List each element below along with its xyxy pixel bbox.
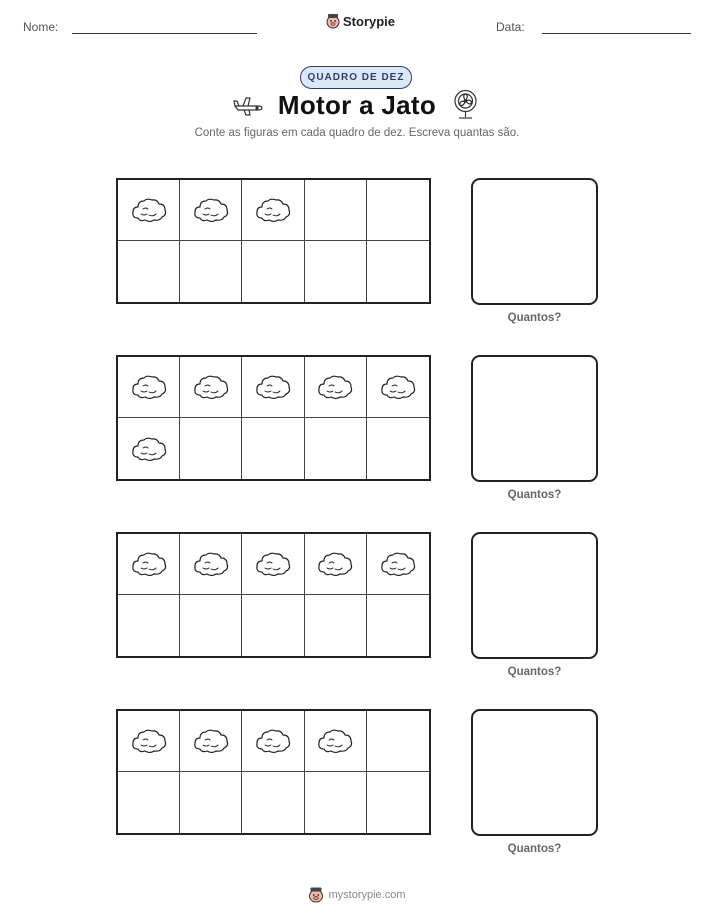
cloud-icon xyxy=(253,726,293,756)
frame-cell xyxy=(305,595,367,656)
answer-box-1[interactable] xyxy=(471,178,598,305)
frame-cell xyxy=(305,711,367,772)
frame-cell xyxy=(242,241,304,302)
frame-cell xyxy=(118,241,180,302)
frame-cell xyxy=(242,180,304,241)
frame-cell xyxy=(367,772,429,833)
answer-label-4: Quantos? xyxy=(507,843,562,855)
name-label: Nome: xyxy=(23,20,59,34)
frame-cell xyxy=(242,595,304,656)
cloud-icon xyxy=(253,372,293,402)
frame-cell xyxy=(242,711,304,772)
cloud-icon xyxy=(315,549,355,579)
date-line[interactable] xyxy=(542,33,691,34)
frame-cell xyxy=(305,418,367,479)
frame-cell xyxy=(367,357,429,418)
frame-cell xyxy=(367,180,429,241)
cloud-icon xyxy=(129,726,169,756)
cloud-icon xyxy=(315,372,355,402)
cloud-icon xyxy=(129,434,169,464)
frame-cell xyxy=(305,357,367,418)
cloud-icon xyxy=(191,549,231,579)
cloud-icon xyxy=(191,372,231,402)
frame-cell xyxy=(118,357,180,418)
frame-cell xyxy=(367,595,429,656)
cloud-icon xyxy=(253,549,293,579)
frame-cell xyxy=(118,772,180,833)
frame-cell xyxy=(180,711,242,772)
cloud-icon xyxy=(253,195,293,225)
brand-logo xyxy=(326,13,395,29)
answer-label-3: Quantos? xyxy=(507,666,562,678)
frame-cell xyxy=(180,595,242,656)
frame-cell xyxy=(367,534,429,595)
frame-cell xyxy=(367,418,429,479)
pig-mascot-icon xyxy=(308,886,324,903)
worksheet-type-badge: QUADRO DE DEZ xyxy=(300,66,412,89)
frame-cell xyxy=(305,534,367,595)
footer xyxy=(0,886,714,903)
cloud-icon xyxy=(315,726,355,756)
brand-name: Storypie xyxy=(343,13,396,29)
frame-cell xyxy=(180,534,242,595)
cloud-icon xyxy=(191,195,231,225)
worksheet-title: Motor a Jato xyxy=(277,90,437,120)
frame-cell xyxy=(242,357,304,418)
cloud-icon xyxy=(129,372,169,402)
footer-url: mystorypie.com xyxy=(328,888,406,901)
answer-box-3[interactable] xyxy=(471,532,598,659)
answer-box-2[interactable] xyxy=(471,355,598,482)
frame-cell xyxy=(118,418,180,479)
ten-frame-3 xyxy=(116,532,431,658)
frame-cell xyxy=(118,534,180,595)
cloud-icon xyxy=(378,549,418,579)
answer-label-1: Quantos? xyxy=(507,312,562,324)
frame-cell xyxy=(242,772,304,833)
frame-cell xyxy=(180,772,242,833)
cloud-icon xyxy=(378,372,418,402)
frame-cell xyxy=(180,357,242,418)
date-label: Data: xyxy=(496,20,525,34)
answer-label-2: Quantos? xyxy=(507,489,562,501)
ten-frame-4 xyxy=(116,709,431,835)
cloud-icon xyxy=(129,549,169,579)
frame-cell xyxy=(305,180,367,241)
frame-cell xyxy=(367,711,429,772)
ten-frame-1 xyxy=(116,178,431,304)
frame-cell xyxy=(180,180,242,241)
frame-cell xyxy=(180,418,242,479)
cloud-icon xyxy=(129,195,169,225)
frame-cell xyxy=(118,711,180,772)
answer-box-4[interactable] xyxy=(471,709,598,836)
frame-cell xyxy=(118,180,180,241)
frame-cell xyxy=(242,418,304,479)
frame-cell xyxy=(367,241,429,302)
frame-cell xyxy=(180,241,242,302)
pig-mascot-icon xyxy=(326,13,340,29)
frame-cell xyxy=(242,534,304,595)
frame-cell xyxy=(118,595,180,656)
instructions: Conte as figuras em cada quadro de dez. Escreva quantas são. xyxy=(194,127,520,139)
ten-frame-2 xyxy=(116,355,431,481)
frame-cell xyxy=(305,772,367,833)
frame-cell xyxy=(305,241,367,302)
cloud-icon xyxy=(191,726,231,756)
name-line[interactable] xyxy=(72,33,257,34)
fan-icon xyxy=(452,89,479,120)
